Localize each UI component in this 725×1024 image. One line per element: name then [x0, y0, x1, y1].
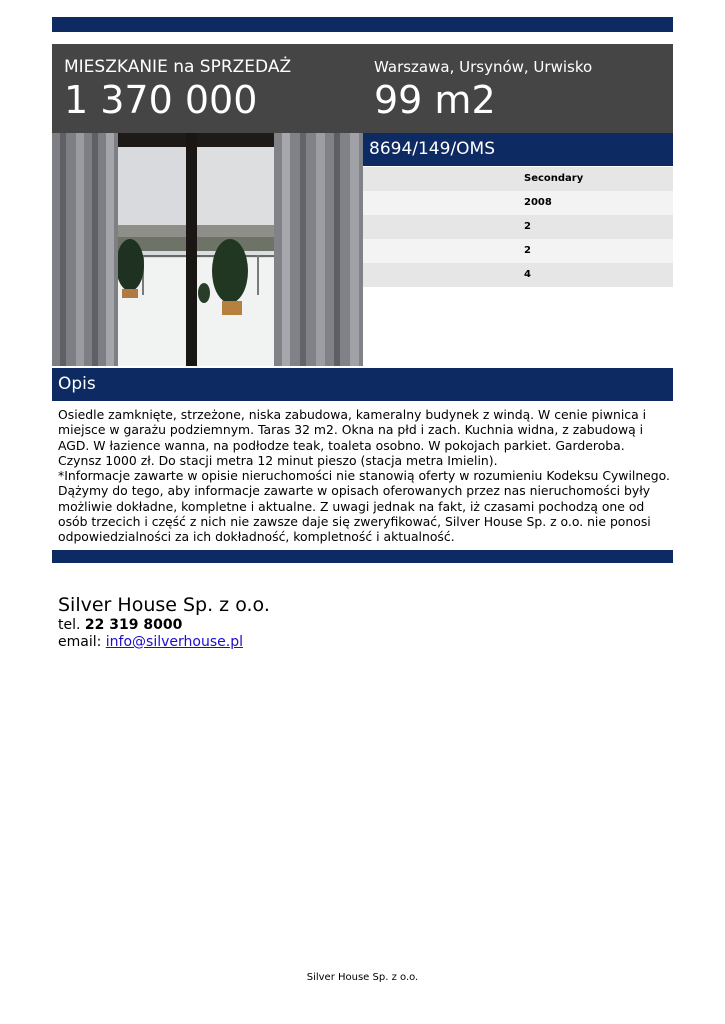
phone-number: 22 319 8000: [84, 617, 183, 633]
description-disclaimer: *Informacje zawarte w opisie nieruchomości nie stanowią oferty w rozumieniu Kodeksu Cywilnego. Dążymy do tego, aby informacje zawarte w opisach oferowanych przez nas nieruchomości były możliwie dokładne, kompletne i aktualne. Z uwagi jednak na fakt, iż czasami pochodzą one od osób trzecich i część z nich nie zawsze daje się zweryfikować, Silver House Sp. z o.o. nie ponosi odpowiedzialności za ich dokładność, kompletność i aktualność.: [58, 468, 670, 545]
bottom-accent-bar: [52, 550, 673, 563]
listing-area: 99 m2: [374, 78, 496, 122]
contact-block: [58, 593, 270, 651]
parameter-row: 4: [363, 263, 673, 287]
email-line: [58, 634, 270, 651]
parameter-row: Secondary: [363, 167, 673, 191]
header-left-column: [64, 56, 291, 122]
description-heading: Opis: [52, 368, 673, 401]
description-text: [58, 407, 670, 545]
email-link[interactable]: info@silverhouse.pl: [105, 634, 243, 650]
phone-label: tel.: [58, 617, 85, 633]
company-name: Silver House Sp. z o.o.: [58, 594, 270, 616]
parameter-row: 2: [363, 215, 673, 239]
listing-location: Warszawa, Ursynów, Urwisko: [374, 58, 593, 76]
page-footer: Silver House Sp. z o.o.: [306, 972, 419, 983]
offer-reference: 8694/149/OMS: [363, 133, 673, 166]
email-label: email:: [58, 634, 106, 650]
phone-line: [58, 617, 270, 634]
listing-price: 1 370 000: [64, 78, 258, 122]
description-body: Osiedle zamknięte, strzeżone, niska zabudowa, kameralny budynek z windą. W cenie piwnica i miejsce w garażu podziemnym. Taras 32 m2. Okna na płd i zach. Kuchnia widna, z zabudową i AGD. W łazience wanna, na podłodze teak, toaleta osobno. W pokojach parkiet. Garderoba. Czynsz 1000 zł. Do stacji metra 12 minut pieszo (stacja metra Imielin).: [58, 407, 647, 468]
top-accent-bar: [52, 17, 673, 32]
listing-photo-image: [52, 133, 363, 366]
listing-type: MIESZKANIE na SPRZEDAŻ: [64, 57, 292, 77]
header-right-column: [374, 56, 592, 122]
listing-header: [52, 44, 673, 133]
parameter-row: 2008: [363, 191, 673, 215]
parameters-table: [363, 167, 673, 287]
parameter-row: 2: [363, 239, 673, 263]
listing-photo[interactable]: [52, 133, 363, 366]
